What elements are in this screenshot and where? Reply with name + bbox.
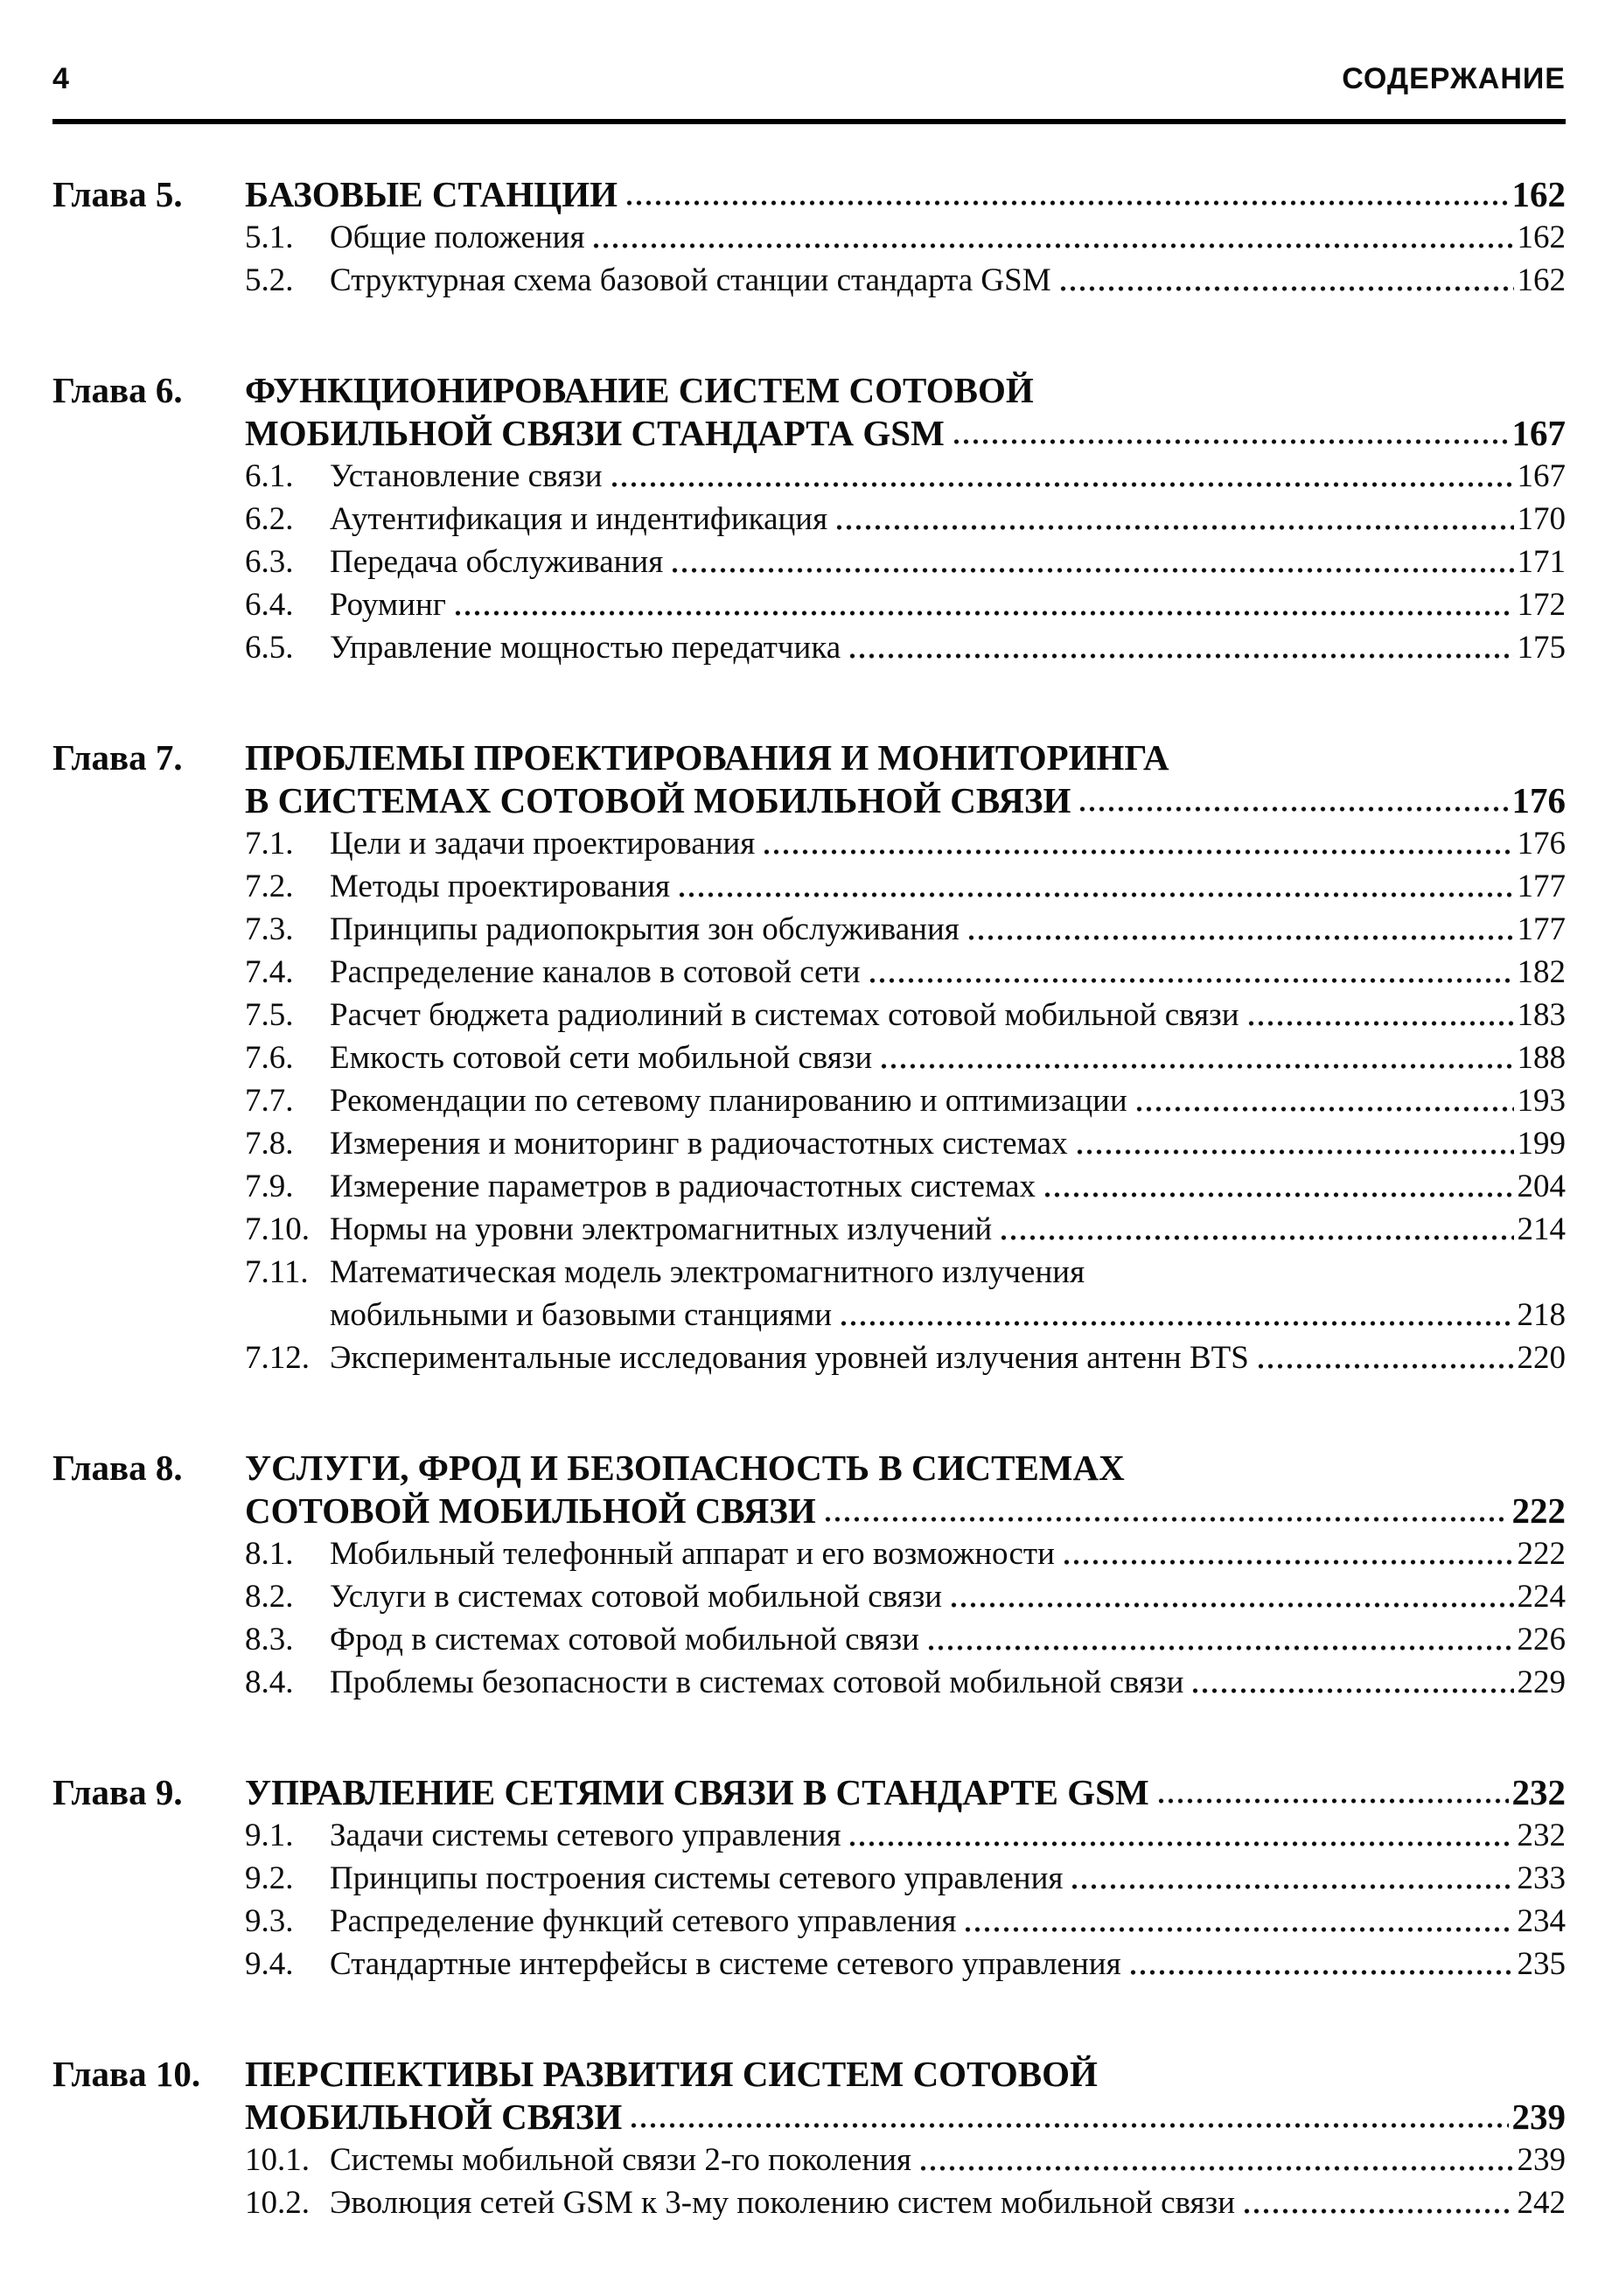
section-number: 5.2. xyxy=(245,262,294,298)
section-page-number: 171 xyxy=(1517,544,1566,580)
toc-entry xyxy=(245,1208,1566,1251)
dot-leader xyxy=(1043,1190,1513,1200)
page-number: 4 xyxy=(52,62,69,95)
section-title: Расчет бюджета радиолиний в системах сотовой мобильной связи xyxy=(330,997,1239,1033)
toc-entry xyxy=(245,259,1566,302)
section-number: 7.6. xyxy=(245,1040,294,1076)
section-page-number: 162 xyxy=(1517,262,1566,298)
chapter-label: Глава 10. xyxy=(52,2054,201,2094)
section-number: 10.1. xyxy=(245,2142,310,2178)
section-number: 6.1. xyxy=(245,458,294,494)
section-title: Проблемы безопасности в системах сотовой мобильной связи xyxy=(330,1664,1184,1700)
section-page-number: 233 xyxy=(1517,1860,1566,1896)
section-number: 6.4. xyxy=(245,587,294,623)
section-title: Фрод в системах сотовой мобильной связи xyxy=(330,1622,919,1657)
dot-leader xyxy=(762,847,1513,857)
dot-leader xyxy=(966,932,1514,943)
chapter-title: МОБИЛЬНОЙ СВЯЗИ СТАНДАРТА GSM xyxy=(245,413,945,453)
section-title: Передача обслуживания xyxy=(330,544,664,580)
section-number: 8.1. xyxy=(245,1536,294,1572)
section-page-number: 235 xyxy=(1517,1946,1566,1982)
section-number: 9.2. xyxy=(245,1860,294,1896)
dot-leader xyxy=(1256,1361,1514,1371)
section-number: 9.1. xyxy=(245,1818,294,1853)
dot-leader xyxy=(1190,1685,1513,1696)
toc-entry xyxy=(245,1661,1566,1704)
chapter-heading-row xyxy=(245,779,1566,822)
section-page-number: 214 xyxy=(1517,1211,1566,1247)
section-title: Математическая модель электромагнитного излучения xyxy=(330,1254,1085,1290)
toc-entry xyxy=(245,216,1566,259)
chapter-label: Глава 5. xyxy=(52,174,183,214)
chapter-heading-row xyxy=(245,2096,1566,2139)
chapter-heading-row xyxy=(52,173,1566,216)
toc-entry xyxy=(245,1532,1566,1575)
section-number: 6.2. xyxy=(245,501,294,537)
chapter-heading-row xyxy=(245,1490,1566,1532)
section-number: 7.7. xyxy=(245,1083,294,1119)
chapter-page-number: 167 xyxy=(1511,413,1566,453)
dot-leader xyxy=(677,890,1513,900)
dot-leader xyxy=(670,565,1513,576)
section-page-number: 220 xyxy=(1517,1340,1566,1376)
section-page-number: 188 xyxy=(1517,1040,1566,1076)
toc-chapter xyxy=(52,1771,1566,1985)
toc-entry xyxy=(245,626,1566,669)
chapter-heading-row xyxy=(52,1771,1566,1814)
section-page-number: 193 xyxy=(1517,1083,1566,1119)
chapter-page-number: 176 xyxy=(1511,780,1566,820)
section-number: 6.3. xyxy=(245,544,294,580)
section-page-number: 224 xyxy=(1517,1579,1566,1615)
section-title: Управление мощностью передатчика xyxy=(330,630,841,666)
toc-entry xyxy=(245,541,1566,583)
chapter-heading-row xyxy=(52,736,1566,779)
toc-entry xyxy=(245,951,1566,994)
section-title: Аутентификация и индентификация xyxy=(330,501,828,537)
section-page-number: 162 xyxy=(1517,220,1566,255)
dot-leader xyxy=(1078,804,1508,814)
dot-leader xyxy=(963,1924,1513,1935)
toc-entry xyxy=(245,908,1566,951)
toc-entry xyxy=(245,822,1566,865)
toc-entry xyxy=(245,1618,1566,1661)
section-number: 7.3. xyxy=(245,911,294,947)
header-title: СОДЕРЖАНИЕ xyxy=(1342,62,1566,95)
toc-entry xyxy=(245,1336,1566,1379)
section-number: 8.2. xyxy=(245,1579,294,1615)
section-title: Принципы построения системы сетевого управления xyxy=(330,1860,1064,1896)
dot-leader xyxy=(1128,1967,1514,1978)
section-number: 7.11. xyxy=(245,1254,309,1290)
toc-chapter xyxy=(52,173,1566,302)
toc-chapter xyxy=(52,736,1566,1379)
dot-leader xyxy=(453,608,1514,618)
section-page-number: 232 xyxy=(1517,1818,1566,1853)
dot-leader xyxy=(848,651,1513,661)
chapter-page-number: 239 xyxy=(1511,2097,1566,2137)
toc-entry xyxy=(245,1943,1566,1985)
toc-entry xyxy=(245,2181,1566,2224)
chapter-label: Глава 8. xyxy=(52,1448,183,1488)
chapter-title: ПРОБЛЕМЫ ПРОЕКТИРОВАНИЯ И МОНИТОРИНГА xyxy=(245,737,1169,778)
dot-leader xyxy=(1246,1018,1514,1029)
table-of-contents xyxy=(52,173,1566,2224)
section-title: Цели и задачи проектирования xyxy=(330,826,756,862)
section-page-number: 172 xyxy=(1517,587,1566,623)
section-page-number: 177 xyxy=(1517,911,1566,947)
section-title: Принципы радиопокрытия зон обслуживания xyxy=(330,911,960,947)
toc-entry xyxy=(245,865,1566,908)
chapter-page-number: 232 xyxy=(1511,1772,1566,1812)
chapter-title: В СИСТЕМАХ СОТОВОЙ МОБИЛЬНОЙ СВЯЗИ xyxy=(245,780,1071,820)
dot-leader xyxy=(926,1643,1514,1653)
toc-chapter xyxy=(52,1447,1566,1704)
section-title: Услуги в системах сотовой мобильной связи xyxy=(330,1579,943,1615)
chapter-title: СОТОВОЙ МОБИЛЬНОЙ СВЯЗИ xyxy=(245,1490,816,1531)
section-page-number: 167 xyxy=(1517,458,1566,494)
toc-entry xyxy=(245,583,1566,626)
section-title: Измерения и мониторинг в радиочастотных системах xyxy=(330,1126,1068,1162)
section-title: Измерение параметров в радиочастотных системах xyxy=(330,1169,1036,1204)
chapter-title: ФУНКЦИОНИРОВАНИЕ СИСТЕМ СОТОВОЙ xyxy=(245,370,1034,410)
section-title: Рекомендации по сетевому планированию и оптимизации xyxy=(330,1083,1127,1119)
toc-entry xyxy=(245,1251,1566,1294)
section-number: 10.2. xyxy=(245,2185,310,2221)
page-header xyxy=(52,61,1566,96)
section-page-number: 183 xyxy=(1517,997,1566,1033)
section-number: 7.4. xyxy=(245,954,294,990)
toc-entry xyxy=(245,1814,1566,1857)
chapter-heading-row xyxy=(52,369,1566,412)
section-title: Установление связи xyxy=(330,458,603,494)
toc-entry xyxy=(245,1294,1566,1336)
dot-leader xyxy=(1058,283,1514,294)
toc-entry xyxy=(245,1900,1566,1943)
chapter-title: УСЛУГИ, ФРОД И БЕЗОПАСНОСТЬ В СИСТЕМАХ xyxy=(245,1448,1125,1488)
section-page-number: 175 xyxy=(1517,630,1566,666)
section-number: 9.4. xyxy=(245,1946,294,1982)
dot-leader xyxy=(1156,1796,1509,1806)
dot-leader xyxy=(591,241,1513,251)
section-title: Нормы на уровни электромагнитных излучений xyxy=(330,1211,993,1247)
section-number: 7.1. xyxy=(245,826,294,862)
dot-leader xyxy=(848,1839,1513,1849)
section-number: 7.5. xyxy=(245,997,294,1033)
dot-leader xyxy=(1062,1557,1514,1567)
toc-entry xyxy=(245,1036,1566,1079)
toc-entry xyxy=(245,1575,1566,1618)
dot-leader xyxy=(610,479,1514,490)
section-title: Структурная схема базовой станции стандарта GSM xyxy=(330,262,1051,298)
section-title: Мобильный телефонный аппарат и его возможности xyxy=(330,1536,1055,1572)
section-title: Системы мобильной связи 2-го поколения xyxy=(330,2142,912,2178)
section-page-number: 204 xyxy=(1517,1169,1566,1204)
section-title-continuation: мобильными и базовыми станциями xyxy=(330,1297,833,1333)
section-title: Эволюция сетей GSM к 3-му поколению систем мобильной связи xyxy=(330,2185,1235,2221)
section-page-number: 239 xyxy=(1517,2142,1566,2178)
section-page-number: 170 xyxy=(1517,501,1566,537)
header-rule xyxy=(52,119,1566,124)
section-title: Экспериментальные исследования уровней излучения антенн BTS xyxy=(330,1340,1249,1376)
section-title: Методы проектирования xyxy=(330,869,671,904)
section-title: Распределение функций сетевого управления xyxy=(330,1903,957,1939)
toc-chapter xyxy=(52,2053,1566,2224)
section-number: 9.3. xyxy=(245,1903,294,1939)
toc-entry xyxy=(245,455,1566,498)
chapter-title: МОБИЛЬНОЙ СВЯЗИ xyxy=(245,2097,623,2137)
section-title: Стандартные интерфейсы в системе сетевого управления xyxy=(330,1946,1121,1982)
chapter-label: Глава 7. xyxy=(52,737,183,778)
dot-leader xyxy=(834,522,1513,533)
dot-leader xyxy=(1075,1147,1514,1157)
section-page-number: 177 xyxy=(1517,869,1566,904)
dot-leader xyxy=(868,975,1514,986)
section-page-number: 218 xyxy=(1517,1297,1566,1333)
section-page-number: 176 xyxy=(1517,826,1566,862)
section-title: Роуминг xyxy=(330,587,446,623)
dot-leader xyxy=(625,198,1509,208)
section-number: 6.5. xyxy=(245,630,294,666)
section-page-number: 222 xyxy=(1517,1536,1566,1572)
section-title: Емкость сотовой сети мобильной связи xyxy=(330,1040,873,1076)
section-title: Общие положения xyxy=(330,220,585,255)
toc-entry xyxy=(245,2139,1566,2181)
section-number: 7.8. xyxy=(245,1126,294,1162)
section-number: 7.10. xyxy=(245,1211,310,1247)
chapter-label: Глава 6. xyxy=(52,370,183,410)
dot-leader xyxy=(952,436,1509,447)
dot-leader xyxy=(629,2120,1508,2131)
dot-leader xyxy=(1242,2206,1514,2216)
dot-leader xyxy=(839,1318,1513,1329)
section-page-number: 229 xyxy=(1517,1664,1566,1700)
dot-leader xyxy=(918,2163,1513,2174)
dot-leader xyxy=(823,1514,1509,1525)
chapter-heading-row xyxy=(52,2053,1566,2096)
chapter-heading-row xyxy=(52,1447,1566,1490)
section-number: 5.1. xyxy=(245,220,294,255)
section-number: 7.12. xyxy=(245,1340,310,1376)
toc-entry xyxy=(245,1857,1566,1900)
toc-entry xyxy=(245,1165,1566,1208)
section-page-number: 182 xyxy=(1517,954,1566,990)
toc-entry xyxy=(245,498,1566,541)
chapter-page-number: 222 xyxy=(1511,1490,1566,1531)
chapter-title: УПРАВЛЕНИЕ СЕТЯМИ СВЯЗИ В СТАНДАРТЕ GSM xyxy=(245,1772,1149,1812)
section-number: 7.9. xyxy=(245,1169,294,1204)
dot-leader xyxy=(1134,1104,1514,1114)
dot-leader xyxy=(999,1232,1513,1243)
toc-chapter xyxy=(52,369,1566,669)
section-page-number: 226 xyxy=(1517,1622,1566,1657)
chapter-title: ПЕРСПЕКТИВЫ РАЗВИТИЯ СИСТЕМ СОТОВОЙ xyxy=(245,2054,1098,2094)
section-page-number: 199 xyxy=(1517,1126,1566,1162)
chapter-label: Глава 9. xyxy=(52,1772,183,1812)
toc-entry xyxy=(245,1122,1566,1165)
section-number: 8.4. xyxy=(245,1664,294,1700)
dot-leader xyxy=(879,1061,1513,1071)
chapter-title: БАЗОВЫЕ СТАНЦИИ xyxy=(245,174,618,214)
section-page-number: 242 xyxy=(1517,2185,1566,2221)
section-title: Распределение каналов в сотовой сети xyxy=(330,954,861,990)
section-number: 8.3. xyxy=(245,1622,294,1657)
toc-entry xyxy=(245,994,1566,1036)
dot-leader xyxy=(949,1600,1513,1610)
dot-leader xyxy=(1070,1881,1513,1892)
section-title: Задачи системы сетевого управления xyxy=(330,1818,841,1853)
toc-entry xyxy=(245,1079,1566,1122)
section-page-number: 234 xyxy=(1517,1903,1566,1939)
chapter-page-number: 162 xyxy=(1511,174,1566,214)
section-number: 7.2. xyxy=(245,869,294,904)
chapter-heading-row xyxy=(245,412,1566,455)
